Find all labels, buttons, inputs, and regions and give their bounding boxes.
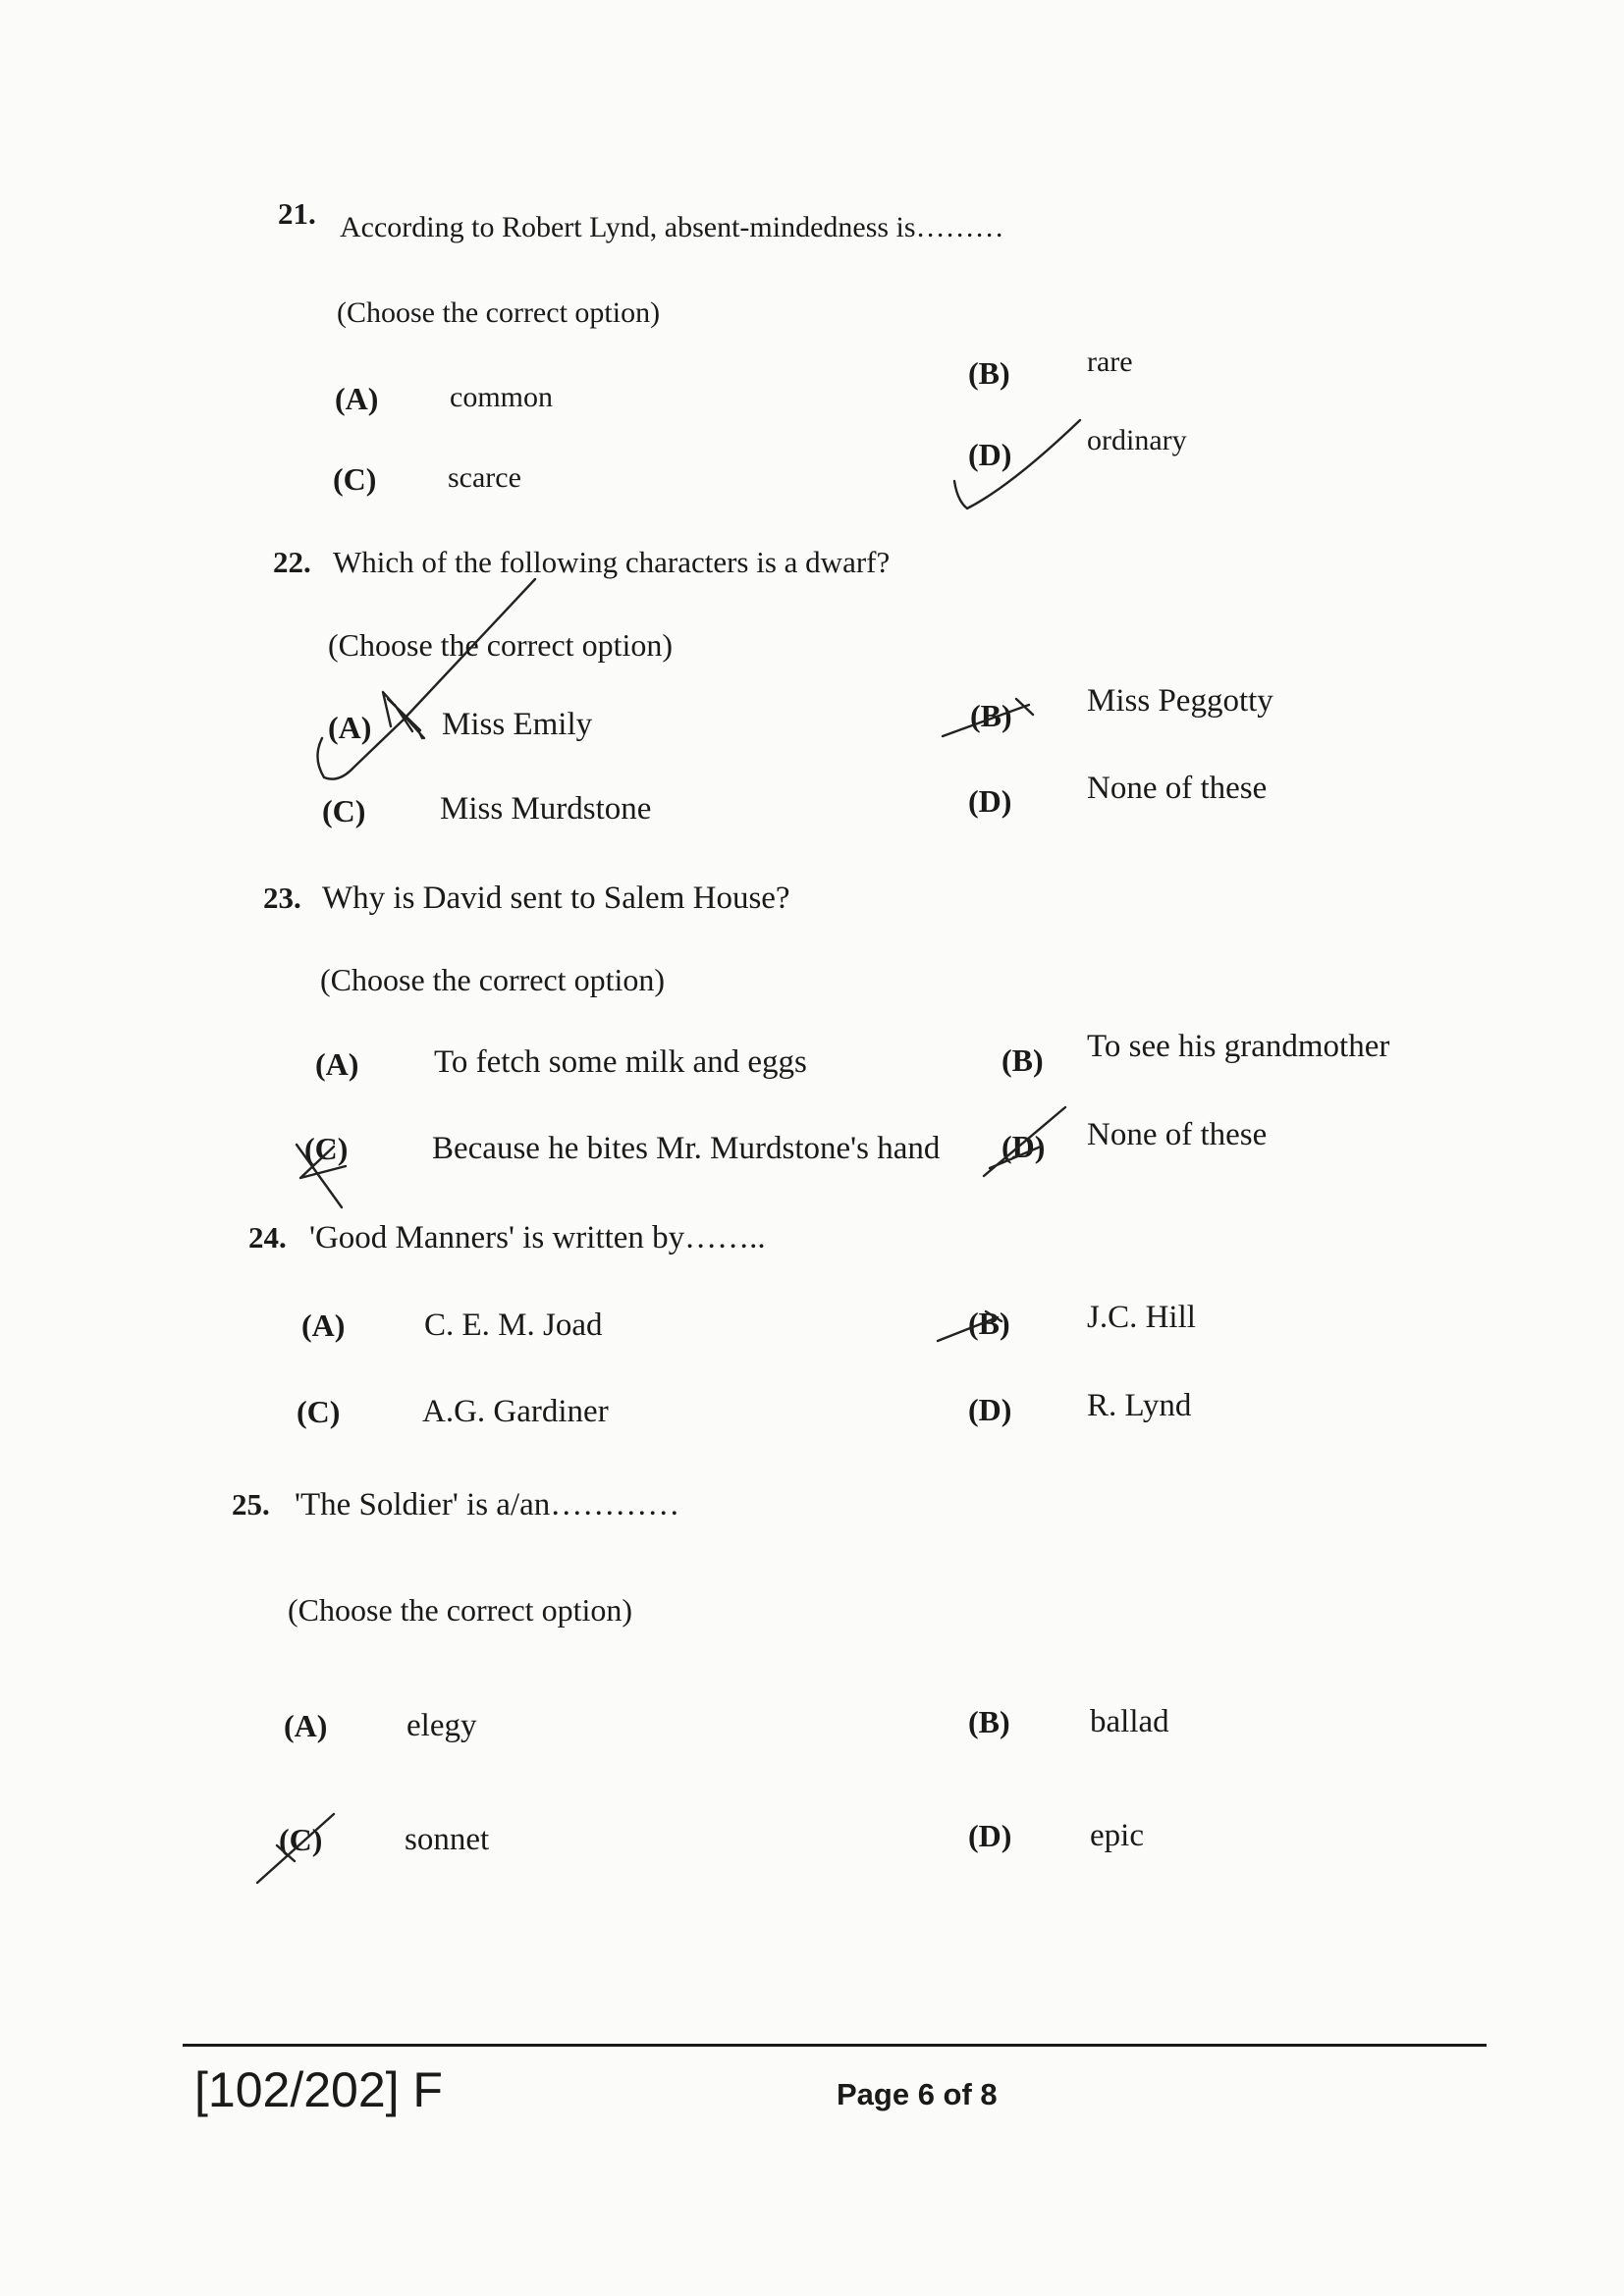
question-25-option-c-text: sonnet — [405, 1822, 490, 1857]
question-22-option-c-label: (C) — [322, 793, 366, 828]
question-25-option-d-label: (D) — [968, 1818, 1012, 1853]
question-22-option-d-text: None of these — [1087, 771, 1268, 806]
question-24-option-a-label: (A) — [301, 1308, 346, 1343]
question-21-option-c-label: (C) — [333, 461, 377, 497]
question-22-option-d-label: (D) — [968, 783, 1012, 819]
question-22-instruction: (Choose the correct option) — [328, 627, 673, 663]
question-21-option-d-text: ordinary — [1087, 424, 1187, 456]
question-23-number: 23. — [263, 881, 301, 915]
question-23-option-a-label: (A) — [315, 1046, 359, 1082]
question-25-option-d-text: epic — [1090, 1818, 1144, 1853]
question-22-number: 22. — [273, 545, 311, 579]
question-23-option-d-label: (D) — [1001, 1129, 1046, 1164]
question-21-text: According to Robert Lynd, absent-mindedness is……… — [340, 211, 1004, 243]
question-21-option-c-text: scarce — [448, 461, 521, 494]
tick-mark-q22-a — [317, 579, 535, 779]
question-25-option-b-label: (B) — [968, 1704, 1010, 1739]
question-23-option-c-text: Because he bites Mr. Murdstone's hand — [432, 1131, 941, 1166]
question-24-option-a-text: C. E. M. Joad — [424, 1308, 603, 1343]
question-24-option-b-label: (B) — [968, 1306, 1010, 1341]
question-23-option-b-label: (B) — [1001, 1042, 1044, 1078]
question-22-option-b-text: Miss Peggotty — [1087, 683, 1273, 719]
question-25-instruction: (Choose the correct option) — [288, 1592, 632, 1628]
question-22-option-b-label: (B) — [970, 698, 1012, 733]
question-23-instruction: (Choose the correct option) — [320, 962, 665, 997]
question-25-number: 25. — [232, 1487, 270, 1522]
question-22-text: Which of the following characters is a dwarf? — [333, 545, 891, 579]
question-21-option-b-label: (B) — [968, 355, 1010, 391]
question-22-option-a-label: (A) — [328, 710, 372, 745]
question-25-text: 'The Soldier' is a/an………… — [295, 1487, 680, 1522]
question-24-option-d-text: R. Lynd — [1087, 1388, 1192, 1423]
question-24-option-b-text: J.C. Hill — [1087, 1300, 1196, 1335]
question-21-option-b-text: rare — [1087, 346, 1133, 378]
question-21-number: 21. — [278, 196, 316, 231]
footer-page-number: Page 6 of 8 — [837, 2077, 998, 2111]
question-24-option-c-text: A.G. Gardiner — [422, 1394, 609, 1429]
question-24-option-c-label: (C) — [297, 1394, 341, 1429]
question-21-option-a-label: (A) — [335, 381, 379, 416]
question-25-option-a-label: (A) — [284, 1708, 328, 1743]
question-23-option-c-label: (C) — [304, 1131, 349, 1166]
footer-paper-code: [102/202] F — [194, 2062, 443, 2117]
question-24-option-d-label: (D) — [968, 1392, 1012, 1427]
question-24-text: 'Good Manners' is written by…….. — [309, 1220, 766, 1255]
question-23-text: Why is David sent to Salem House? — [322, 881, 790, 916]
question-22-option-c-text: Miss Murdstone — [440, 791, 652, 827]
question-23-option-a-text: To fetch some milk and eggs — [434, 1044, 807, 1080]
question-21-instruction: (Choose the correct option) — [337, 296, 661, 329]
question-22-option-a-text: Miss Emily — [442, 707, 593, 742]
footer-divider — [183, 2044, 1487, 2047]
question-21-option-a-text: common — [450, 381, 553, 413]
question-24-number: 24. — [248, 1220, 287, 1255]
scribble-q22-a — [383, 692, 424, 738]
question-25-option-c-label: (C) — [279, 1822, 323, 1857]
question-23-option-b-text: To see his grandmother — [1087, 1029, 1390, 1064]
question-21-option-d-label: (D) — [968, 437, 1012, 472]
question-25-option-a-text: elegy — [406, 1708, 477, 1743]
question-23-option-d-text: None of these — [1087, 1117, 1268, 1152]
question-25-option-b-text: ballad — [1090, 1704, 1169, 1739]
